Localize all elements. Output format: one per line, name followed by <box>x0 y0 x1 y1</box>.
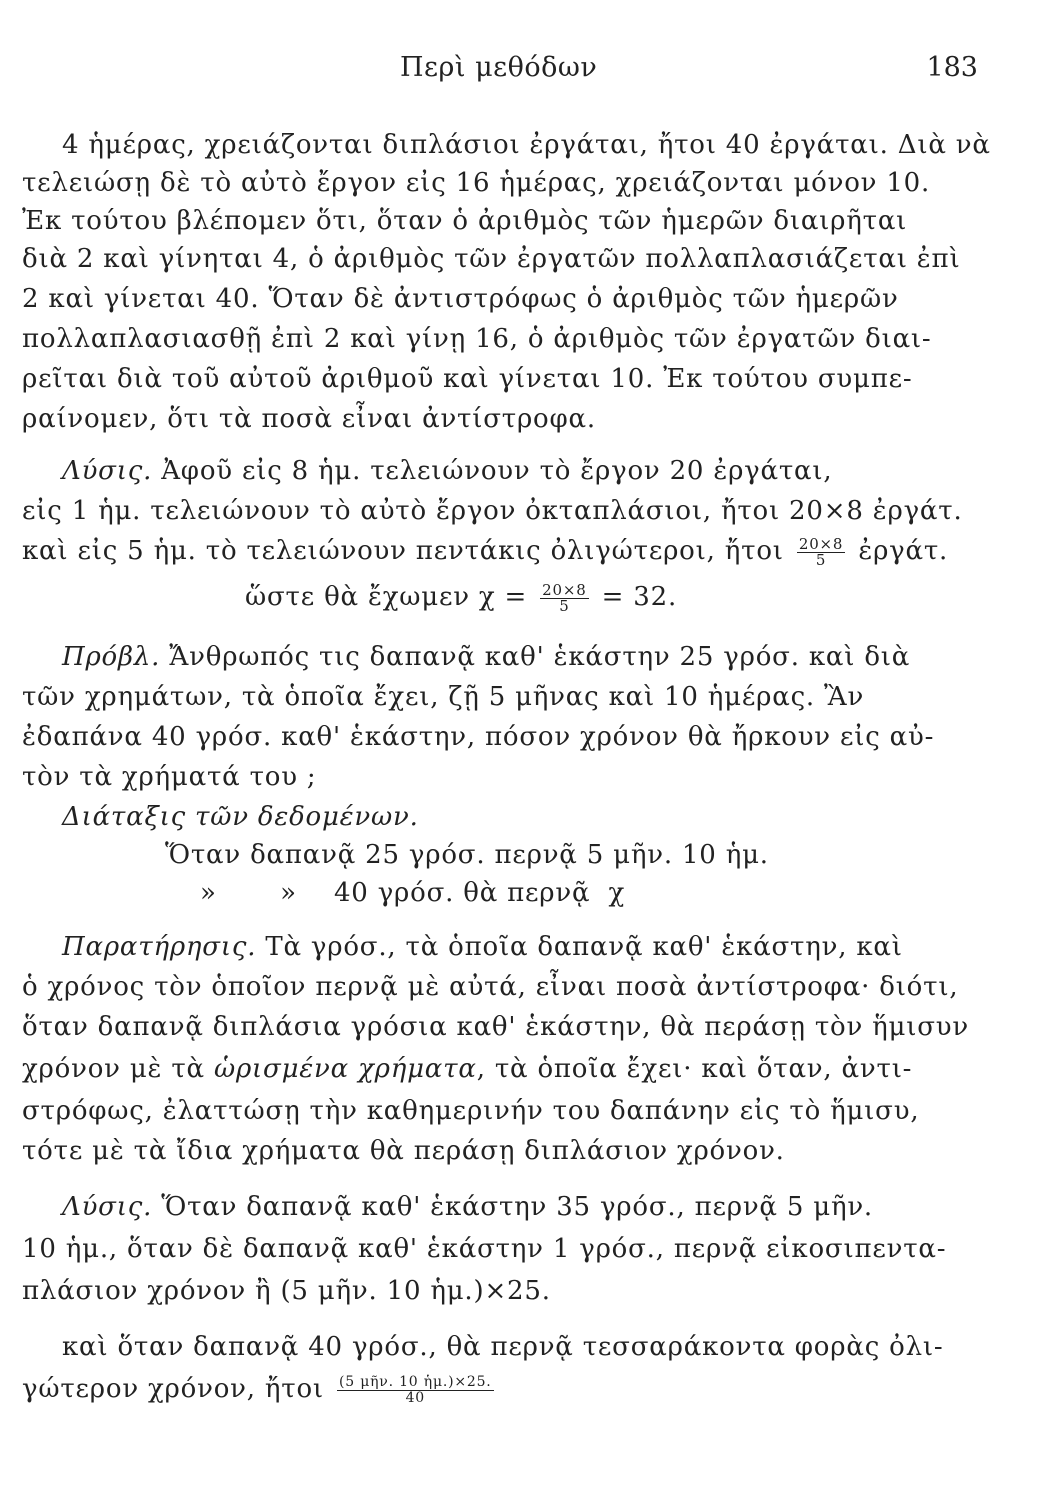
problem-line <box>62 640 910 674</box>
remark-label: Παρατήρησις. <box>62 932 257 962</box>
solution-text: ἐργάτ. <box>858 536 949 566</box>
solution-line <box>22 534 948 568</box>
remark-emphasis: ὡρισμένα χρήματα <box>213 1054 477 1084</box>
solution-line: πλάσιον χρόνον ἢ (5 μῆν. 10 ἡμ.)⨯25. <box>22 1276 551 1306</box>
fraction-denominator: 5 <box>559 596 570 615</box>
solution-text: καὶ εἰς 5 ἡμ. τὸ τελειώνουν πεντάκις ὀλιγώτεροι, ἤτοι <box>22 536 784 566</box>
problem-label: Πρόβλ. <box>62 642 161 672</box>
remark-line <box>62 930 903 964</box>
fraction <box>337 1375 494 1406</box>
solution-label: Λύσις. <box>62 456 153 486</box>
page-title: Περὶ μεθόδων <box>400 52 598 83</box>
text-line: πολλαπλασιασθῇ ἐπὶ 2 καὶ γίνῃ 16, ὁ ἀριθμὸς τῶν ἐργατῶν διαι- <box>22 324 932 354</box>
fraction-denominator: 5 <box>815 550 827 569</box>
solution-line <box>62 454 832 488</box>
equation-line <box>245 580 677 614</box>
solution-text: Ἀφοῦ εἰς 8 ἡμ. τελειώνουν τὸ ἔργον 20 ἐργάται, <box>161 456 833 486</box>
problem-line: ἐδαπάνα 40 γρόσ. καθ' ἑκάστην, πόσον χρόνον θὰ ἤρκουν εἰς αὐ- <box>22 722 935 752</box>
ditto-marks: » » <box>200 878 297 908</box>
fraction-denominator: 40 <box>405 1389 425 1406</box>
text-line: διὰ 2 καὶ γίνηται 4, ὁ ἀριθμὸς τῶν ἐργατῶν πολλαπλασιάζεται ἐπὶ <box>22 244 961 274</box>
solution-label: Λύσις. <box>62 1192 153 1222</box>
remark-text: χρόνον μὲ τὰ <box>22 1054 205 1084</box>
fraction-numerator: 20×8 <box>798 534 844 553</box>
fraction <box>540 580 588 615</box>
remark-line: ὁ χρόνος τὸν ὁποῖον περνᾷ μὲ αὐτά, εἶναι ποσὰ ἀντίστροφα· διότι, <box>22 972 959 1002</box>
data-layout-row <box>200 876 625 910</box>
remark-line: τότε μὲ τὰ ἴδια χρήματα θὰ περάσῃ διπλάσιον χρόνον. <box>22 1136 785 1166</box>
equation-text: = 32. <box>601 582 678 612</box>
solution-line: καὶ ὅταν δαπανᾷ 40 γρόσ., θὰ περνᾷ τεσσαράκοντα φορὰς ὀλι- <box>62 1332 944 1362</box>
fraction <box>797 534 845 569</box>
solution-text: Ὅταν δαπανᾷ καθ' ἑκάστην 35 γρόσ., περνᾷ 5 μῆν. <box>161 1192 873 1222</box>
fraction-numerator: (5 μῆν. 10 ἡμ.)⨯25. <box>338 1373 492 1390</box>
remark-line <box>22 1052 912 1086</box>
fraction-numerator: 20×8 <box>542 580 587 599</box>
text-line: ραίνομεν, ὅτι τὰ ποσὰ εἶναι ἀντίστροφα. <box>22 404 596 434</box>
text-line: Ἐκ τούτου βλέπομεν ὅτι, ὅταν ὁ ἀριθμὸς τῶν ἡμερῶν διαιρῆται <box>22 206 908 236</box>
problem-text: Ἄνθρωπός τις δαπανᾷ καθ' ἑκάστην 25 γρόσ. καὶ διὰ <box>169 642 911 672</box>
text-line: τελειώσῃ δὲ τὸ αὐτὸ ἔργον εἰς 16 ἡμέρας, χρειάζονται μόνον 10. <box>22 168 931 198</box>
solution-line <box>62 1190 873 1224</box>
remark-text: Τὰ γρόσ., τὰ ὁποῖα δαπανᾷ καθ' ἑκάστην, καὶ <box>265 932 903 962</box>
text-line: 2 καὶ γίνεται 40. Ὅταν δὲ ἀντιστρόφως ὁ ἀριθμὸς τῶν ἡμερῶν <box>22 284 899 314</box>
solution-text: γώτερον χρόνον, ἤτοι <box>22 1374 324 1404</box>
remark-line: στρόφως, ἐλαττώσῃ τὴν καθημερινήν του δαπάνην εἰς τὸ ἥμισυ, <box>22 1096 920 1126</box>
equation-text: ὥστε θὰ ἔχωμεν χ = <box>245 582 528 612</box>
remark-text: , τὰ ὁποῖα ἔχει· καὶ ὅταν, ἀντι- <box>476 1054 913 1084</box>
remark-line: ὅταν δαπανᾷ διπλάσια γρόσια καθ' ἑκάστην, θὰ περάσῃ τὸν ἥμισυν <box>22 1012 970 1042</box>
data-layout-text: 40 γρόσ. θὰ περνᾷ χ <box>333 878 626 908</box>
data-layout-heading: Διάταξις τῶν δεδομένων. <box>62 802 419 832</box>
problem-line: τῶν χρημάτων, τὰ ὁποῖα ἔχει, ζῇ 5 μῆνας καὶ 10 ἡμέρας. Ἂν <box>22 682 865 712</box>
running-header <box>0 52 1063 100</box>
solution-line: 10 ἡμ., ὅταν δὲ δαπανᾷ καθ' ἑκάστην 1 γρόσ., περνᾷ εἰκοσιπεντα- <box>22 1234 947 1264</box>
solution-line <box>22 1372 498 1406</box>
data-layout-row: Ὅταν δαπανᾷ 25 γρόσ. περνᾷ 5 μῆν. 10 ἡμ. <box>165 840 769 870</box>
problem-line: τὸν τὰ χρήματά του ; <box>22 762 317 792</box>
solution-line: εἰς 1 ἡμ. τελειώνουν τὸ αὐτὸ ἔργον ὀκταπλάσιοι, ἤτοι 20⨯8 ἐργάτ. <box>22 496 963 526</box>
text-line: ρεῖται διὰ τοῦ αὐτοῦ ἀριθμοῦ καὶ γίνεται 10. Ἐκ τούτου συμπε- <box>22 364 913 394</box>
text-line: 4 ἡμέρας, χρειάζονται διπλάσιοι ἐργάται, ἤτοι 40 ἐργάται. Διὰ νὰ <box>62 130 991 160</box>
page-number: 183 <box>926 52 978 83</box>
